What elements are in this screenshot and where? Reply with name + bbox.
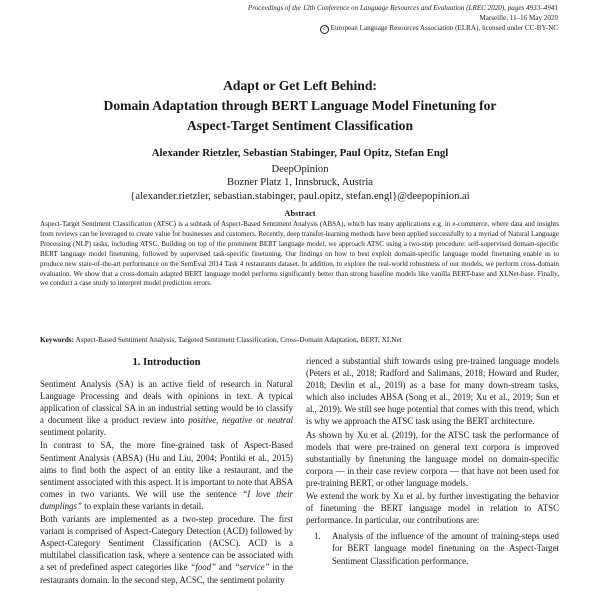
text-run: in the restaurants domain. In the second step, ACSC, the sentiment polarity bbox=[40, 562, 293, 585]
proceedings-line: Proceedings of the 12th Conference on Language Resources and Evaluation (LREC 2020), pages 4933–4941 bbox=[247, 4, 558, 12]
intro-paragraph-3 bbox=[40, 513, 293, 586]
section-heading-introduction: 1. Introduction bbox=[132, 357, 201, 368]
intro-paragraph-1 bbox=[40, 378, 293, 438]
right-paragraph-2: As shown by Xu et al. (2019), for the ATSC task the performance of models that were pre-trained on general text corpora is improved substantially by finetuning the language model on domain-specific corpora — in their case review corpora — that have not been used for pre-training BERT, or other language models. bbox=[306, 429, 559, 488]
text-run: Sentiment Analysis (SA) is an active field of research in Natural Language Processing and deals with opinions in text. A typical application of classical SA in an industrial setting would be to classify a document like a product review into bbox=[40, 379, 293, 426]
text-run: sentiment polarity. bbox=[40, 427, 106, 438]
text-run: or bbox=[252, 415, 268, 426]
contribution-item-1 bbox=[306, 530, 559, 566]
text-run: , bbox=[216, 415, 223, 426]
intro-paragraph-2 bbox=[40, 439, 293, 512]
right-paragraph-3: We extend the work by Xu et al. by further investigating the behavior of finetuning the BERT language model in relation to ATSC performance. In particular, our contributions are: bbox=[306, 491, 559, 526]
address: Bozner Platz 1, Innsbruck, Austria bbox=[227, 177, 373, 188]
affiliation: DeepOpinion bbox=[271, 163, 329, 175]
term-food: “food” bbox=[190, 562, 217, 573]
author-names: Alexander Rietzler, Sebastian Stabinger, Paul Opitz, Stefan Engl bbox=[151, 147, 449, 159]
paper-title bbox=[0, 76, 600, 136]
list-number: 1. bbox=[314, 531, 321, 542]
title-line-3: Aspect-Target Sentiment Classification bbox=[186, 118, 414, 133]
right-paragraph-1: rienced a substantial shift towards using pre-trained language models (Peters et al., 2018; Radford and Salimans, 2018; Howard and Ruder, 2018; Devlin et al., 2019) as a base for many down-stream tasks, which also includes ABSA (Song et al., 2019; Xu et al., 2019; Sun et al., 2019). We still see huge potential that comes with this trend, which is why we approach the ATSC task using the BERT architecture. bbox=[306, 356, 559, 427]
example-sentence: “I love their dumplings” bbox=[40, 488, 293, 511]
text-run: Both variants are implemented as a two-step procedure. The first variant is comprised of Aspect-Category Detection (ACD) followed by Aspect-Category Sentiment Classification (ACSC). ACD is a multilabel classification task, where a sentence can be associated with a set of predefined aspect categories like bbox=[40, 514, 293, 573]
title-line-2: Domain Adaptation through BERT Language Model Finetuning for bbox=[103, 98, 497, 113]
keywords bbox=[40, 335, 559, 345]
author-block bbox=[0, 147, 600, 203]
contribution-text: Analysis of the influence of the amount of training-steps used for BERT language model finetuning on the Aspect-Target Sentiment Classification performance. bbox=[332, 531, 559, 566]
term-negative: negative bbox=[222, 415, 253, 426]
title-line-1: Adapt or Get Left Behind: bbox=[223, 78, 377, 93]
text-run: and bbox=[216, 562, 235, 573]
license-text: European Language Resources Association (ELRA), licensed under CC-BY-NC bbox=[330, 23, 558, 32]
venue-line: Marseille, 11–16 May 2020 bbox=[479, 13, 558, 22]
abstract-text: Aspect-Target Sentiment Classification (ATSC) is a subtask of Aspect-Based Sentiment Analysis (ABSA), which has many applications e.g. in e-commerce, where data and insights from reviews can be leveraged to create value for businesses and customers. Recently, deep transfer-learning methods have been applied successfully to a myriad of Natural Language Processing (NLP) tasks, including ATSC. Building on top of the prominent BERT language model, we approach ATSC using a two-step procedure: self-supervised domain-specific BERT language model finetuning, followed by supervised task-specific finetuning. Our findings on how to best exploit domain-specific language model finetuning enable us to produce new state-of-the-art performance on the SemEval 2014 Task 4 restaurants dataset. In addition, to explore the real-world robustness of our models, we perform cross-domain evaluation. We show that a cross-domain adapted BERT language model performs significantly better than strong baseline models like vanilla BERT-base and XLNet-base. Finally, we conduct a case study to interpret model prediction errors. bbox=[40, 220, 559, 288]
left-column bbox=[40, 378, 293, 586]
term-neutral: neutral bbox=[267, 415, 293, 426]
license-line bbox=[248, 24, 558, 34]
text-run: In contrast to SA, the more fine-grained task of Aspect-Based Sentiment Analysis (ABSA) (Hu and Liu, 2004; Pontiki et al., 2015) aims to find both the aspect of an entity like a restaurant, and the sentiment associated with this aspect. It is important to note that ABSA comes in two variants. We will use the sentence bbox=[40, 440, 293, 499]
copyright-icon: c bbox=[320, 25, 329, 34]
proceedings-header bbox=[248, 4, 558, 34]
term-positive: positive bbox=[188, 415, 217, 426]
text-run: to explain these variants in detail. bbox=[81, 500, 204, 511]
keywords-label: Keywords: bbox=[40, 335, 75, 344]
abstract-heading: Abstract bbox=[284, 209, 316, 218]
term-service: “service” bbox=[234, 562, 270, 573]
keywords-text: Aspect-Based Sentiment Analysis, Targeted Sentiment Classification, Cross-Domain Adaptation, BERT, XLNet bbox=[75, 335, 402, 344]
right-column bbox=[306, 355, 559, 567]
author-emails: {alexander.rietzler, sebastian.stabinger, paul.opitz, stefan.engl}@deepopinion.ai bbox=[130, 190, 470, 202]
